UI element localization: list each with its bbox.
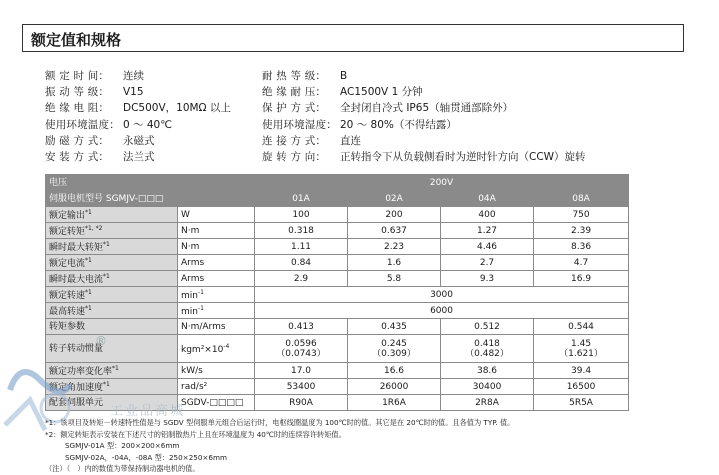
- cell-value: 100: [255, 207, 348, 223]
- table-row: [46, 335, 629, 363]
- spec-key: 保 护 方 式：: [262, 102, 327, 115]
- row-unit: $\min^{-1}$: [178, 303, 255, 319]
- cell-value: 39.4: [534, 363, 629, 379]
- spec-row: [45, 149, 231, 165]
- table-row: [46, 287, 629, 303]
- spec-row: [262, 133, 586, 149]
- footnote: （注）（ ）内的数值为带保持制动器电机的值。: [45, 464, 200, 473]
- cell-value: 2.9: [255, 271, 348, 287]
- row-unit: rad/s²: [178, 379, 255, 395]
- cell-value: 5.8: [348, 271, 441, 287]
- row-label: 额定角加速度$^{*1}$: [46, 379, 178, 395]
- cell-value: 2.7: [441, 255, 534, 271]
- spec-value: 0 ～ 40℃: [123, 118, 173, 131]
- row-unit: $kgm^2\times 10^{-4}$: [178, 335, 255, 363]
- row-unit: kW/s: [178, 363, 255, 379]
- cell-value: 0.512: [441, 319, 534, 335]
- cell-value: 0.318: [255, 223, 348, 239]
- cell-value: 8.36: [534, 239, 629, 255]
- registered-mark: ®: [95, 334, 107, 348]
- table-row: [46, 379, 629, 395]
- merged-value: 3000: [255, 287, 629, 303]
- table-row: [46, 319, 629, 335]
- spec-row: [45, 84, 231, 100]
- cell-value: 0.413: [255, 319, 348, 335]
- spec-value: 20 ～ 80%（不得结露）: [340, 118, 457, 131]
- spec-row: [45, 117, 231, 133]
- spec-value: V15: [123, 86, 144, 99]
- specs-right: [262, 68, 586, 165]
- table-row: [46, 223, 629, 239]
- cell-value: R90A: [255, 395, 348, 411]
- spec-value: 法兰式: [123, 151, 155, 164]
- table-row: [46, 255, 629, 271]
- spec-key: 励 磁 方 式：: [45, 134, 110, 147]
- cell-value: 16.9: [534, 271, 629, 287]
- row-label: 转子转动惯量: [46, 335, 178, 363]
- row-label: 瞬时最大转矩$^{*1}$: [46, 239, 178, 255]
- spec-key: 耐 热 等 级：: [262, 70, 327, 82]
- section-title-bar: [22, 24, 684, 52]
- cell-value: 9.3: [441, 271, 534, 287]
- row-unit: N·m/Arms: [178, 319, 255, 335]
- specs-left: [45, 68, 231, 165]
- footnote-mark: *1: [103, 241, 110, 248]
- row-unit: W: [178, 207, 255, 223]
- footnote-mark: *1: [112, 365, 119, 372]
- cell-value: 750: [534, 207, 629, 223]
- row-label: 配套伺服单元: [46, 395, 178, 411]
- spec-value: DC500V，10MΩ 以上: [123, 102, 231, 115]
- row-label: 额定功率变化率$^{*1}$: [46, 363, 178, 379]
- cell-value: 200: [348, 207, 441, 223]
- footnote: SGMJV-02A，-04A，-08A 型：250×250×6mm: [65, 452, 228, 462]
- section-title: 额定值和规格: [31, 31, 122, 49]
- spec-value: 正转指令下从负载侧看时为逆时针方向（CCW）旋转: [340, 151, 586, 164]
- row-unit: $\min^{-1}$: [178, 287, 255, 303]
- spec-key: 振 动 等 级：: [45, 86, 110, 99]
- cell-value: 0.637: [348, 223, 441, 239]
- cell-value: 1R6A: [348, 395, 441, 411]
- cell-value: 4.7: [534, 255, 629, 271]
- cell-value: 2.39: [534, 223, 629, 239]
- cell-value: 30400: [441, 379, 534, 395]
- footnote: SGMJV-01A 型：200×200×6mm: [65, 441, 180, 450]
- merged-value: 6000: [255, 303, 629, 319]
- row-unit: Arms: [178, 255, 255, 271]
- cell-value: 1.45 （1.621）: [534, 335, 629, 363]
- footnote-mark: *1: [103, 381, 110, 388]
- spec-key: 绝 缘 耐 压：: [262, 86, 327, 99]
- footnote-mark: *1: [103, 273, 110, 280]
- spec-key: 使用环境温度：: [45, 118, 120, 131]
- spec-value: B: [340, 70, 348, 82]
- cell-value: 17.0: [255, 363, 348, 379]
- cell-value: 0.435: [348, 319, 441, 335]
- spec-row: [45, 68, 231, 84]
- row-unit: N·m: [178, 223, 255, 239]
- cell-value: 16.6: [348, 363, 441, 379]
- cell-value: 0.418 （0.482）: [441, 335, 534, 363]
- row-label: 转矩参数: [46, 319, 178, 335]
- footnote-mark: *1: [85, 289, 92, 296]
- spec-key: 安 装 方 式：: [45, 151, 110, 164]
- row-label: 额定转速$^{*1}$: [46, 287, 178, 303]
- model-code: 08A: [534, 191, 629, 207]
- cell-value: 16500: [534, 379, 629, 395]
- cell-value: 0.245 （0.309）: [348, 335, 441, 363]
- cell-value: 0.544: [534, 319, 629, 335]
- spec-value: 全封闭自冷式 IP65（轴贯通部除外）: [340, 102, 514, 115]
- cell-value: 1.6: [348, 255, 441, 271]
- model-code: 02A: [348, 191, 441, 207]
- cell-value: 0.84: [255, 255, 348, 271]
- spec-value: 连续: [123, 70, 144, 82]
- footnotes: [45, 417, 514, 475]
- table-row: [46, 303, 629, 319]
- cell-value: 53400: [255, 379, 348, 395]
- footnote: *2：额定转矩表示安装在下述尺寸的铝制散热片上且在环境温度为 40℃时的连续容许转矩值。: [45, 429, 346, 439]
- voltage-row: [46, 175, 629, 191]
- spec-key: 旋 转 方 向：: [262, 151, 327, 164]
- spec-key: 额 定 时 间：: [45, 70, 110, 82]
- table-row: [46, 271, 629, 287]
- spec-key: 绝 缘 电 阻：: [45, 102, 110, 115]
- spec-row: [262, 68, 586, 84]
- model-row: [46, 191, 629, 207]
- spec-value: 直连: [340, 134, 361, 147]
- spec-row: [262, 117, 586, 133]
- footnote: *1：该项目及转矩－转速特性值是与 SGDV 型伺服单元组合后运行时，电枢线圈温度为 100℃时的值。其它是在 20℃时的值。且各值为 TYP. 值。: [45, 418, 515, 427]
- cell-value: 26000: [348, 379, 441, 395]
- row-unit: Arms: [178, 271, 255, 287]
- model-label: 伺服电机型号 SGMJV-□□□: [46, 191, 255, 207]
- voltage-value: 200V: [255, 175, 629, 191]
- row-label: 最高转速$^{*1}$: [46, 303, 178, 319]
- spec-key: 使用环境湿度：: [262, 118, 337, 131]
- row-label: 瞬时最大电流$^{*1}$: [46, 271, 178, 287]
- cell-value: 2.23: [348, 239, 441, 255]
- footnote-mark: *1: [85, 257, 92, 264]
- spec-value: 永磁式: [123, 134, 155, 147]
- watermark-text: 工业品商城: [110, 404, 186, 419]
- cell-value: 38.6: [441, 363, 534, 379]
- spec-row: [262, 149, 586, 165]
- row-unit: SGDV-□□□□: [178, 395, 255, 411]
- row-label: 额定转矩$^{*1, *2}$: [46, 223, 178, 239]
- voltage-label: 电压: [46, 175, 255, 191]
- cell-value: 2R8A: [441, 395, 534, 411]
- spec-row: [262, 84, 586, 100]
- row-label: 额定电流$^{*1}$: [46, 255, 178, 271]
- ratings-table: [45, 174, 629, 411]
- footnote-mark: *1: [85, 209, 92, 216]
- cell-value: 5R5A: [534, 395, 629, 411]
- table-row: [46, 363, 629, 379]
- row-unit: N·m: [178, 239, 255, 255]
- cell-value: 0.0596 （0.0743）: [255, 335, 348, 363]
- model-code: 01A: [255, 191, 348, 207]
- spec-key: 连 接 方 式：: [262, 134, 327, 147]
- cell-value: 1.27: [441, 223, 534, 239]
- model-code: 04A: [441, 191, 534, 207]
- cell-value: 400: [441, 207, 534, 223]
- footnote-mark: *1: [85, 305, 92, 312]
- cell-value: 4.46: [441, 239, 534, 255]
- table-row: [46, 239, 629, 255]
- spec-row: [262, 100, 586, 116]
- spec-value: AC1500V 1 分钟: [340, 86, 423, 99]
- table-row: [46, 207, 629, 223]
- spec-row: [45, 133, 231, 149]
- row-label: 额定输出$^{*1}$: [46, 207, 178, 223]
- cell-value: 1.11: [255, 239, 348, 255]
- spec-row: [45, 100, 231, 116]
- footnote-mark: *1, *2: [85, 225, 103, 232]
